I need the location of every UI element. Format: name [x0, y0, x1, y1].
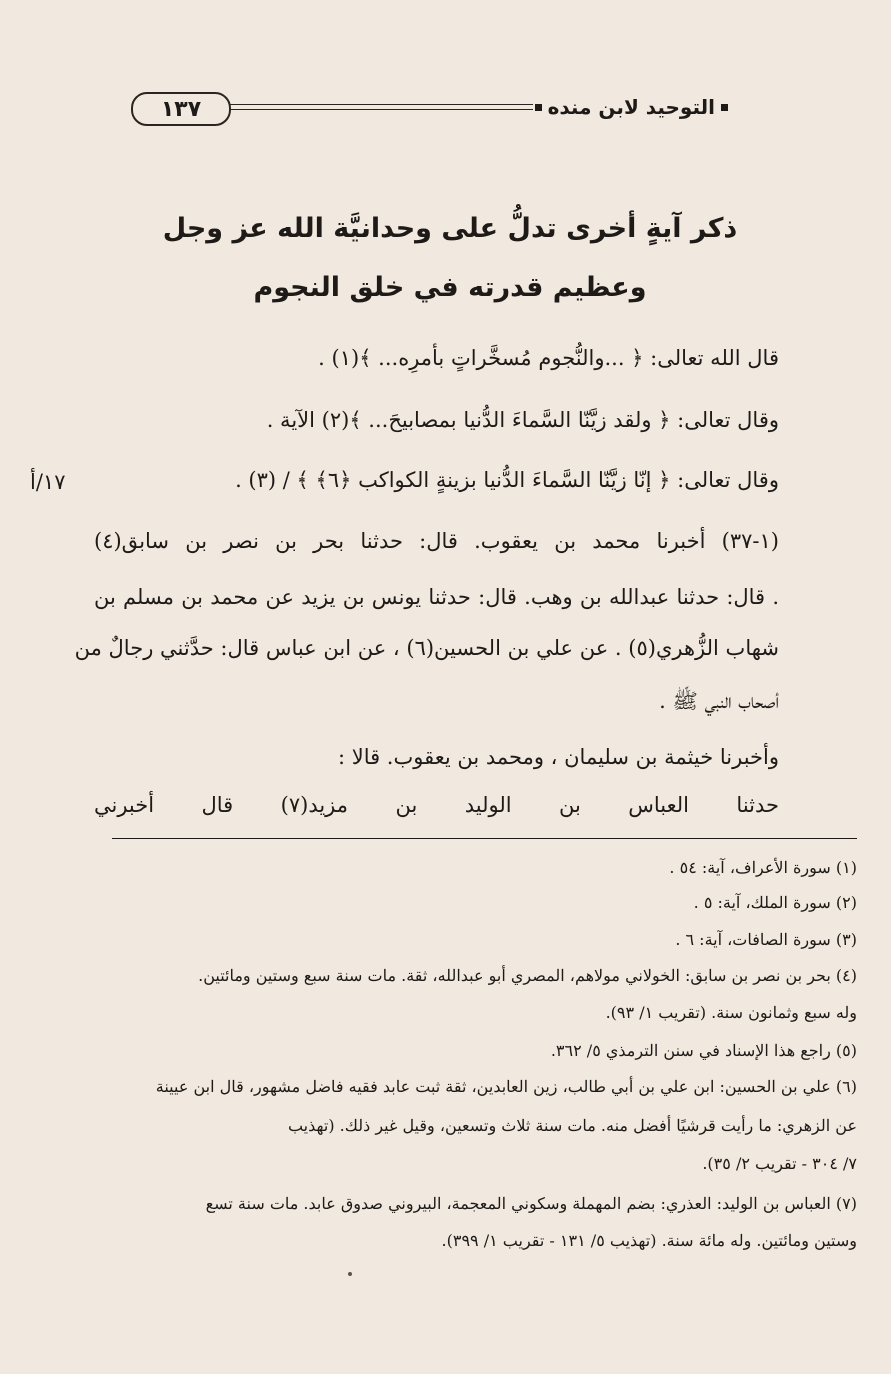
footnote: ٧/ ٣٠٤ - تقريب ٢/ ٣٥). — [702, 1154, 857, 1173]
footnote: (٧) العباس بن الوليد: العذري: بضم المهملة وسكوني المعجمة، البيروني صدوق عابد. مات سنة تسع — [205, 1194, 857, 1213]
footnote: عن الزهري: ما رأيت قرشيًا أفضل منه. مات سنة ثلاث وتسعين، وقيل غير ذلك. (تهذيب — [287, 1116, 857, 1135]
footnote: (٤) بحر بن نصر بن سابق: الخولاني مولاهم، المصري أبو عبدالله، ثقة. مات سنة سبع وستين ومائتين. — [198, 966, 857, 985]
book-title-text: التوحيد لابن منده — [547, 95, 715, 119]
running-header — [105, 92, 730, 132]
manuscript-folio-note: ١٧/أ — [30, 470, 66, 494]
body-line: أصحاب النبي ﷺ . — [659, 689, 779, 713]
body-line: وأخبرنا خيثمة بن سليمان ، ومحمد بن يعقوب. قالا : — [337, 745, 779, 769]
square-bullet-icon — [721, 104, 728, 111]
book-title — [533, 92, 730, 122]
body-line: وقال تعالى: ﴿ إنّا زيَّنّا السَّماءَ الدُّنيا بزينةٍ الكواكب ﴿٦﴾ ﴾ / (٣) . — [235, 468, 779, 492]
footnote-separator — [112, 838, 857, 839]
footnote: (٥) راجع هذا الإسناد في سنن الترمذي ٥/ ٣٦٢. — [550, 1041, 857, 1060]
footnote: وله سبع وثمانون سنة. (تقريب ١/ ٩٣). — [605, 1003, 857, 1022]
footnote: (٦) علي بن الحسين: ابن علي بن أبي طالب، زين العابدين، ثقة ثبت عابد فقيه فاضل مشهور، قال ابن عيينة — [155, 1077, 857, 1096]
chapter-heading-line-2: وعظيم قدرته في خلق النجوم — [253, 272, 647, 303]
footnote: (٣) سورة الصافات، آية: ٦ . — [675, 930, 857, 949]
footnote: (١) سورة الأعراف، آية: ٥٤ . — [669, 858, 857, 877]
body-line: (١-٣٧) أخبرنا محمد بن يعقوب. قال: حدثنا بحر بن نصر بن سابق(٤) — [94, 529, 779, 553]
body-line: وقال تعالى: ﴿ ولقد زيَّنّا السَّماءَ الدُّنيا بمصابيحَ... ﴾(٢) الآية . — [266, 408, 779, 432]
body-line: قال الله تعالى: ﴿ ...والنُّجوم مُسخَّراتٍ بأمرِه... ﴾(١) . — [318, 346, 779, 370]
body-line: . قال: حدثنا عبدالله بن وهب. قال: حدثنا يونس بن يزيد عن محمد بن مسلم بن — [94, 585, 779, 609]
footnote: وستين ومائتين. وله مائة سنة. (تهذيب ٥/ ١٣١ - تقريب ١/ ٣٩٩). — [441, 1231, 857, 1250]
square-bullet-icon — [535, 104, 542, 111]
body-line: شهاب الزُّهري(٥) . عن علي بن الحسين(٦) ، عن ابن عباس قال: حدَّثني رجالٌ من — [74, 636, 779, 660]
chapter-heading-line-1: ذكر آيةٍ أخرى تدلُّ على وحدانيَّة الله عز وجل — [162, 213, 738, 244]
page-number: ١٣٧ — [131, 92, 231, 126]
footnote: (٢) سورة الملك، آية: ٥ . — [693, 893, 857, 912]
body-line: حدثنا العباس بن الوليد بن مزيد(٧) قال أخبرني — [94, 793, 780, 817]
page-speck — [348, 1272, 352, 1276]
